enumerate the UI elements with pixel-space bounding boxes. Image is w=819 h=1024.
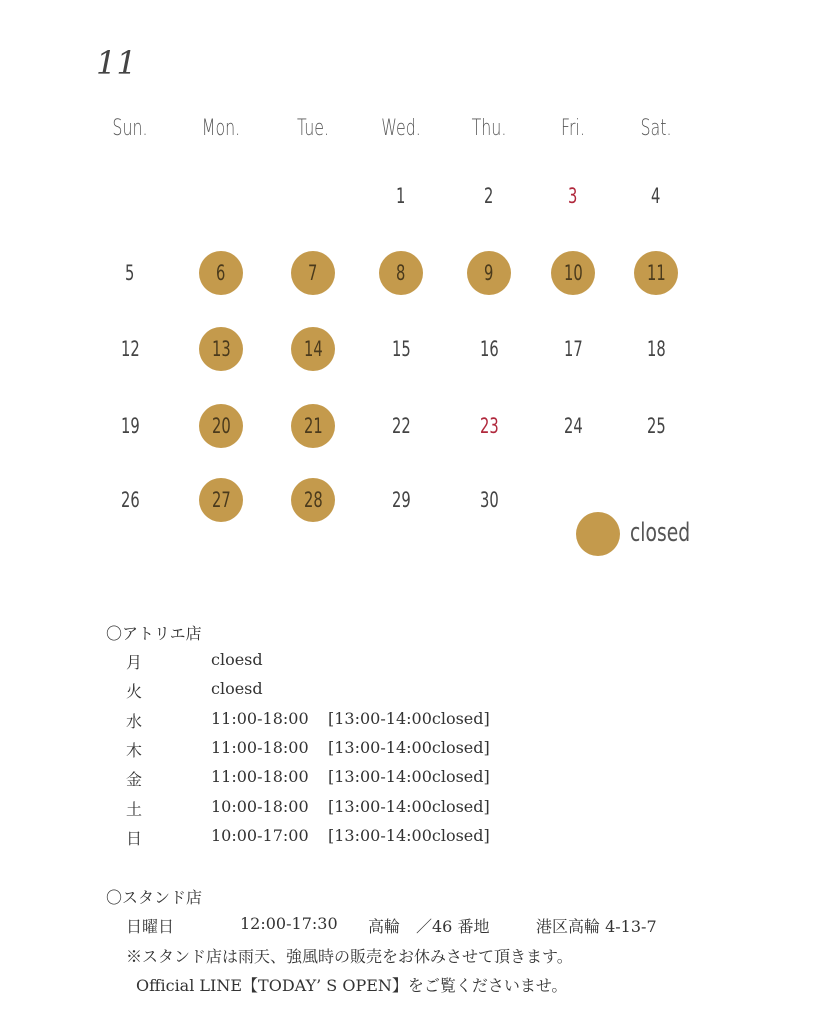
calendar-day-21: 21 (291, 404, 335, 448)
weekday-thu: Thu. (471, 116, 507, 141)
weekday-mon: Mon. (201, 116, 241, 141)
atelier-hours-1: cloesd (211, 679, 263, 699)
calendar-day-10: 10 (551, 251, 595, 295)
atelier-break-4: [13:00-14:00closed] (328, 767, 490, 787)
atelier-weekday-5: 土 (126, 799, 143, 819)
legend-closed-dot (576, 512, 620, 556)
calendar-day-7: 7 (291, 251, 335, 295)
atelier-hours-5: 10:00-18:00 (211, 796, 309, 816)
calendar-day-9: 9 (467, 251, 511, 295)
weekday-sun: Sun. (112, 116, 148, 141)
calendar-day-2: 2 (484, 184, 494, 208)
atelier-break-2: [13:00-14:00closed] (328, 708, 490, 728)
weekday-fri: Fri. (561, 116, 585, 141)
calendar-day-27: 27 (199, 478, 243, 522)
calendar-day-20: 20 (199, 404, 243, 448)
calendar-day-13: 13 (199, 327, 243, 371)
stand-line: Official LINE【TODAY’ S OPEN】をご覧くださいませ。 (136, 976, 568, 995)
atelier-weekday-0: 月 (126, 653, 143, 672)
calendar-day-19: 19 (120, 414, 140, 438)
atelier-hours-0: cloesd (211, 650, 263, 669)
calendar-day-29: 29 (391, 488, 411, 512)
stand-address: 港区高輪 4-13-7 (536, 917, 657, 936)
calendar-day-26: 26 (120, 488, 140, 512)
atelier-hours-6: 10:00-17:00 (211, 825, 309, 845)
calendar-day-30: 30 (479, 488, 499, 512)
atelier-weekday-1: 火 (126, 682, 143, 702)
atelier-heading: 〇アトリエ店 (106, 624, 202, 643)
atelier-break-5: [13:00-14:00closed] (328, 796, 490, 816)
calendar-day-15: 15 (391, 337, 411, 361)
calendar-day-25: 25 (646, 414, 666, 438)
stand-day: 日曜日 (126, 917, 175, 936)
calendar-day-14: 14 (291, 327, 335, 371)
calendar-day-12: 12 (120, 337, 140, 361)
calendar-day-16: 16 (479, 337, 499, 361)
atelier-weekday-6: 日 (126, 828, 143, 848)
atelier-break-6: [13:00-14:00closed] (328, 825, 490, 845)
calendar-day-11: 11 (634, 251, 678, 295)
calendar-day-3: 3 (568, 184, 578, 208)
atelier-hours-2: 11:00-18:00 (211, 708, 309, 728)
calendar-day-5: 5 (125, 261, 135, 285)
calendar-day-24: 24 (563, 414, 583, 438)
calendar-day-28: 28 (291, 478, 335, 522)
stand-hours: 12:00-17:30 (240, 914, 338, 933)
legend-closed-label: closed (630, 518, 691, 548)
stand-heading: 〇スタンド店 (106, 888, 203, 907)
month-title: 11 (96, 44, 137, 82)
calendar-day-22: 22 (391, 414, 411, 438)
weekday-tue: Tue. (296, 116, 330, 141)
atelier-weekday-4: 金 (126, 770, 143, 790)
calendar-day-18: 18 (646, 337, 666, 361)
calendar-day-23: 23 (479, 414, 499, 438)
atelier-weekday-2: 水 (126, 711, 143, 731)
stand-place: 高輪 ／46 番地 (368, 917, 490, 936)
stand-note: ※スタンド店は雨天、強風時の販売をお休みさせて頂きます。 (126, 947, 573, 966)
calendar-day-8: 8 (379, 251, 423, 295)
calendar-day-4: 4 (651, 184, 661, 208)
weekday-sat: Sat. (640, 116, 672, 141)
calendar-day-6: 6 (199, 251, 243, 295)
atelier-weekday-3: 木 (126, 740, 143, 760)
atelier-hours-4: 11:00-18:00 (211, 767, 309, 787)
atelier-hours-3: 11:00-18:00 (211, 737, 309, 757)
calendar-day-17: 17 (563, 337, 583, 361)
atelier-break-3: [13:00-14:00closed] (328, 737, 490, 757)
weekday-wed: Wed. (381, 116, 421, 141)
calendar-day-1: 1 (396, 184, 406, 208)
